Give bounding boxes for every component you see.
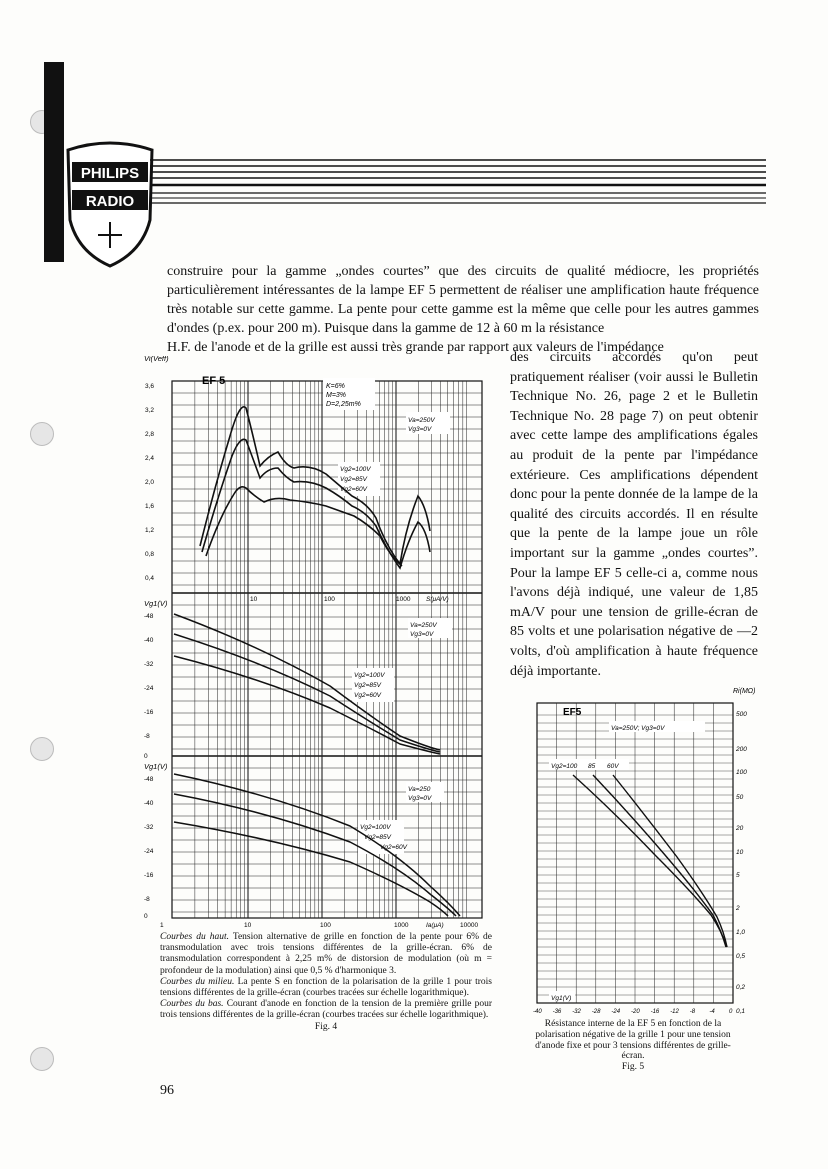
fig4-mid-series-label: Vg2=60V: [354, 692, 381, 699]
fig4-mid-curve-85v: [174, 634, 440, 752]
caption-mid-title: Courbes du milieu.: [160, 976, 235, 987]
fig4-bot-condition: Vg3=0V: [408, 795, 432, 802]
caption-mid-text: La pente S en fonction de la polarisation de la grille 1 pour trois tensions différentes de la grille-écran (courbes tracées sur échelle logarithmique).: [160, 976, 492, 999]
fig5-xtick: -16: [650, 1009, 660, 1015]
intro-last-line: H.F. de l'anode et de la grille est aussi très grande par rapport aux valeurs de l'impédance: [167, 340, 664, 355]
fig4-mid-series-label: Vg2=85V: [354, 682, 381, 689]
fig4-mid-series-label: Vg2=100V: [354, 672, 385, 679]
fig5-condition: Va=250V; Vg3=0V: [611, 725, 665, 732]
page-number: 96: [160, 1083, 174, 1098]
fig4-bot-curve-60v: [174, 822, 448, 916]
fig5-xtick: -4: [709, 1009, 715, 1015]
fig4-top-ytick: 0,4: [145, 575, 155, 582]
fig4-bot-ytick: -16: [144, 872, 154, 879]
fig4-top-ytick: 3,2: [145, 407, 155, 414]
figure-5-label: Fig. 5: [621, 1062, 645, 1073]
fig5-ytick: 20: [736, 825, 744, 832]
logo-text-philips: PHILIPS: [80, 165, 140, 182]
fig4-top-ytick: 2,0: [145, 479, 155, 486]
figure-4-label: Fig. 4: [314, 1021, 338, 1032]
fig5-ylabel: Ri(MΩ): [733, 688, 756, 695]
fig5-xtick: -8: [689, 1009, 696, 1015]
fig5-ytick: 100: [736, 769, 747, 776]
fig5-curve-100v: [573, 775, 727, 947]
fig5-xlabel: Vg1(V): [551, 995, 572, 1002]
caption-bot-title: Courbes du bas.: [160, 999, 224, 1010]
fig4-top-ylabel: Vi(Veff): [144, 356, 169, 363]
fig5-series-label: 85: [588, 763, 596, 770]
fig5-xtick: -24: [611, 1009, 621, 1015]
fig4-mid-condition: Va=250V: [410, 622, 437, 629]
fig5-ytick: 10: [736, 849, 744, 856]
header-rules: [150, 158, 766, 210]
fig5-ytick: 1,0: [736, 929, 746, 936]
fig4-top-series-label: Vg2=85V: [340, 476, 367, 483]
fig4-mid-ytick: -24: [144, 685, 154, 692]
fig4-bot-xtick: 10000: [460, 922, 479, 929]
fig4-top-ytick: 1,2: [145, 527, 155, 534]
binder-hole: [30, 737, 54, 761]
intro-paragraph: construire pour la gamme „ondes courtes” que des circuits de qualité médiocre, les propriétés particulièrement intéressantes de la lampe EF 5 permettent de réaliser une amplification haute fréquence très notable sur cette gamme. La pente pour cette gamme est la même que celle pour les autres gammes d'ondes (p.ex. pour 200 m). Puisque dans la gamme de 12 à 60 m la résistance: [167, 264, 759, 336]
binder-hole: [30, 1047, 54, 1071]
fig4-top-series-label: Vg2=100V: [340, 466, 371, 473]
fig4-mid-ytick: -16: [144, 709, 154, 716]
fig4-top-ytick: 2,8: [145, 431, 155, 438]
fig4-mid-xtick: 10: [250, 596, 258, 603]
fig5-xtick: -32: [572, 1009, 581, 1015]
fig4-mid-curve-100v: [174, 614, 440, 750]
figure-4-caption: [160, 932, 492, 1033]
philips-radio-logo: [62, 140, 158, 270]
fig4-top-ytick: 2,4: [145, 455, 155, 462]
fig4-bot-ytick: -40: [144, 800, 154, 807]
fig5-xtick: -20: [631, 1009, 640, 1015]
figure-5-chart: [505, 685, 767, 1020]
fig4-mid-xlabel: S(μA/V): [426, 596, 449, 603]
fig5-xtick: -12: [670, 1009, 679, 1015]
header-black-bar: [44, 62, 64, 262]
fig4-mid-ylabel: Vg1(V): [144, 599, 168, 608]
fig4-param-k: K=6%: [326, 383, 345, 390]
fig5-xtick: 0: [729, 1009, 733, 1015]
figure-4-charts: [140, 356, 505, 931]
fig4-bot-series-label: Vg2=85V: [364, 834, 391, 841]
fig4-top-series-label: Vg2=60V: [340, 486, 367, 493]
fig4-mid-xtick: 100: [324, 596, 335, 603]
fig5-ytick: 5: [736, 872, 740, 879]
fig5-series-label: 60V: [607, 763, 619, 770]
fig4-bot-xlabel: Ia(μA): [426, 922, 444, 929]
fig4-bot-ytick: 0: [144, 913, 148, 920]
fig5-curve-85v: [593, 775, 726, 947]
fig4-bot-ylabel: Vg1(V): [144, 762, 168, 771]
logo-text-radio: RADIO: [85, 193, 135, 210]
fig5-ytick: 200: [736, 746, 747, 753]
fig4-mid-ytick: -32: [144, 661, 154, 668]
fig4-mid-ytick: -48: [144, 613, 154, 620]
fig4-bot-xtick: 1000: [394, 922, 409, 929]
fig5-xtick: -36: [552, 1009, 562, 1015]
fig5-tube-label: EF5: [563, 707, 582, 718]
fig4-bot-xtick: 10: [244, 922, 252, 929]
fig4-bot-series-label: Vg2=100V: [360, 824, 391, 831]
fig5-ytick: 0,2: [736, 984, 746, 991]
fig4-tube-label: EF 5: [202, 375, 226, 387]
binder-hole: [30, 422, 54, 446]
fig4-top-condition: Va=250V: [408, 417, 435, 424]
figure-5-caption-text: Résistance interne de la EF 5 en fonction de la polarisation négative de la grille 1 pour une tension d'anode fixe et pour 3 tensions différentes de grille-écran.: [535, 1019, 731, 1062]
fig4-param-d: D=2,25m%: [326, 401, 361, 408]
fig5-xtick: -40: [533, 1009, 542, 1015]
fig4-top-ytick: 3,6: [145, 383, 155, 390]
fig4-param-m: M=3%: [326, 392, 347, 399]
fig4-bot-series-label: Vg2=60V: [380, 844, 407, 851]
fig4-bot-condition: Va=250: [408, 786, 431, 793]
fig5-ytick: 0,5: [736, 953, 746, 960]
fig4-top-ytick: 1,6: [145, 503, 155, 510]
fig4-bot-ytick: -8: [144, 896, 150, 903]
fig4-bot-ytick: -24: [144, 848, 154, 855]
caption-bot-text: Courant d'anode en fonction de la tension de la première grille pour trois tensions différentes de la grille-écran (courbes tracées sur échelle logarithmique).: [160, 999, 492, 1021]
fig4-bot-xtick: 1: [160, 922, 164, 929]
fig5-series-label: Vg2=100: [551, 763, 578, 770]
fig5-ytick: 0,1: [736, 1008, 746, 1015]
fig4-mid-ytick: 0: [144, 753, 148, 760]
caption-top-title: Courbes du haut.: [160, 932, 229, 942]
fig5-ytick: 500: [736, 711, 747, 718]
fig4-mid-ytick: -40: [144, 637, 154, 644]
fig4-top-ytick: 0,8: [145, 551, 155, 558]
fig4-top-curve-60v: [206, 487, 402, 566]
fig4-mid-xtick: 1000: [396, 596, 411, 603]
fig4-top-condition: Vg3=0V: [408, 426, 432, 433]
fig5-xtick: -28: [591, 1009, 601, 1015]
fig4-bot-xtick: 100: [320, 922, 331, 929]
fig5-ytick: 50: [736, 794, 744, 801]
caption-top-text: Tension alternative de grille en fonction de la pente pour 6% de transmodulation avec trois tensions différentes de la grille-écran. 6% de transmodulation correspondent à 2,25 m% de distorsion de modulation (où m = profondeur de la modulation) ainsi que 0,5 % d'harmonique 3.: [160, 932, 492, 976]
fig4-mid-condition: Vg3=0V: [410, 631, 434, 638]
fig5-ytick: 2: [736, 905, 740, 912]
figure-5-caption: [524, 1019, 742, 1073]
fig4-bot-ytick: -48: [144, 776, 154, 783]
fig4-mid-ytick: -8: [144, 733, 150, 740]
right-column-text: des circuits accordés qu'on peut pratiquement réaliser (voir aussi le Bulletin Technique No. 26, page 2 et le Bulletin Technique No. 28 page 7) on peut obtenir avec cette lampe des amplifications égales au produit de la pente par l'impédance extérieure. Ces amplifications dépendent donc pour la pente donnée de la lampe de la qualité des circuits accordés. Il en résulte que la pente de la lampe joue un rôle important sur la gamme „ondes courtes”. Pour la lampe EF 5 celle-ci a, comme nous l'avons déjà indiqué, une valeur de 1,85 mA/V pour une tension de grille-écran de 85 volts et une polarisation négative de —2 volts, d'où amplification à haute fréquence déjà importante.: [510, 350, 758, 679]
fig4-bot-ytick: -32: [144, 824, 154, 831]
